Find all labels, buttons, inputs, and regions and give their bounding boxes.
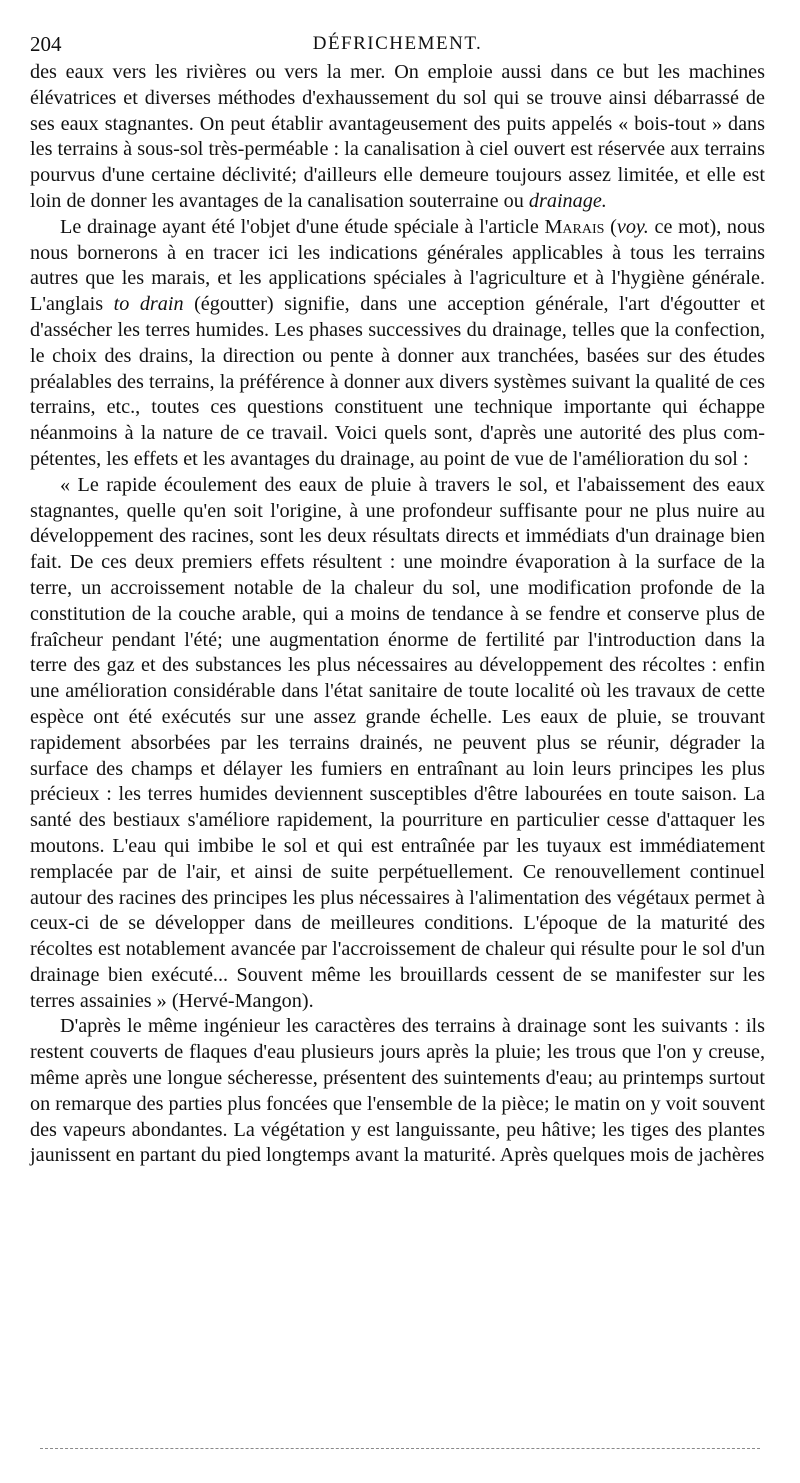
paragraph-1-italic: drainage.: [528, 189, 607, 212]
running-title: DÉFRICHEMENT.: [312, 33, 483, 54]
paragraph-4: D'après le même ingénieur les caractères des terrains à drainage sont les suivants : ils restent couverts de flaques d'eau plusieurs jours après la pluie; les trous que l'on y creuse, même après une longue sécheresse, présentent des suintements d'eau; au printemps surtout on remarque des parties plus foncées que l'ensemble de la pièce; le matin on y voit souvent des vapeurs abondantes. La végétation y est languissante, peu hâtive; les tiges des plantes jaunissent en partant du pied longtemps avant la maturité. Après quelques mois de jachères: [30, 1015, 765, 1167]
paragraph-2: [30, 215, 765, 473]
paragraph-1-text: des eaux vers les rivières ou vers la mer. On emploie aussi dans ce but les machines élévatrices et diverses méthodes d'exhaussement du sol qui se trouve ainsi débarrassé de ses eaux stagnantes. On peut établir avantageusement des puits appelés « bois-tout » dans les terrains à sous-sol très-perméable : la canalisation à ciel ouvert est réservée aux terrains pourvus d'une certaine déclivité; d'ailleurs elle demeure toujours assez limitée, et elle est loin de donner les avantages de la canalisation souterraine ou: [30, 61, 765, 212]
paragraph-2-text-c: ce mot), nous nous bornerons à en tracer ici les indications générales applicables à tous les terrains autres que les marais, et les applications spéciales à l'agriculture et à l'hygiène générale. L'anglais: [30, 215, 766, 316]
page-header: [30, 30, 765, 58]
paragraph-2-italic-voy: voy.: [616, 215, 649, 238]
document-page: [30, 30, 765, 1169]
page-number: 204: [30, 32, 62, 56]
paragraph-3-quote: « Le rapide écoulement des eaux de pluie à travers le sol, et l'abaissement des eaux stagnantes, quelle qu'en soit l'origine, à une profondeur suffisante pour ne plus nuire au développement des racines, sont les deux résultats directs et immédiats d'un drainage bien fait. De ces deux premiers effets résultent : une moindre évaporation à la surface de la terre, un accroissement notable de la chaleur du sol, une modification profonde de la constitution de la couche arable, qui a moins de tendance à se fendre et conserve plus de fraîcheur pendant l'été; une augmentation énorme de fertilité par l'introduction dans la terre des gaz et des substances les plus nécessaires au développement des récoltes : enfin une amélioration considérable dans l'état sanitaire de toute localité où les travaux de cette espèce ont été exécutés sur une assez grande échelle. Les eaux de pluie, se trouvant rapidement absorbées par les terrains drainés, ne peuvent plus se réunir, dégrader la surface des champs et délayer les fumiers en entraînant au loin leurs principes les plus précieux : les terres humides deviennent susceptibles d'être labourées en toute saison. La santé des bestiaux s'améliore rapidement, la pourriture en particulier cesse d'attaquer les moutons. L'eau qui imbibe le sol et qui est entraînée par les tuyaux est immédiatement remplacée par de l'air, et ainsi de suite perpétuellement. Ce renouvellement continuel autour des racines des principes les plus nécessaires à l'alimentation des végétaux permet à ceux-ci de se développer dans de meilleures conditions. L'époque de la maturité des récoltes est notablement avancée par l'accroissement de chaleur qui résulte pour le sol d'un drainage bien exécuté... Souvent même les brouillards cessent de se manifester sur les terres assainies » (Hervé-Mangon).: [30, 473, 765, 1012]
paragraph-1: [30, 60, 765, 215]
paragraph-2-text-a: Le drainage ayant été l'objet d'une étude spéciale à l'article: [60, 215, 539, 238]
paragraph-2-italic-todrain: to drain: [113, 293, 184, 316]
paragraph-2-text-d: (égoutter) signifie, dans une acception générale, l'art d'égoutter et d'assécher les terres humides. Les phases successives du drainage, telles que la confection, le choix des drains, la direction ou pente à donner aux tranchées, basées sur des études préalables des terrains, la préférence à donner aux divers systèmes suivant la qualité de ces terrains, etc., toutes ces questions constituent une technique importante qui échappe néanmoins à la nature de ce travail. Voici quels sont, d'après une autorité des plus compétentes, les effets et les avantages du drainage, au point de vue de l'amélioration du sol :: [30, 293, 765, 470]
paragraph-2-smallcaps: Marais: [544, 215, 605, 238]
body-text: [30, 60, 765, 1169]
paragraph-2-text-b: (: [610, 215, 617, 238]
footer-divider: [40, 1448, 760, 1449]
